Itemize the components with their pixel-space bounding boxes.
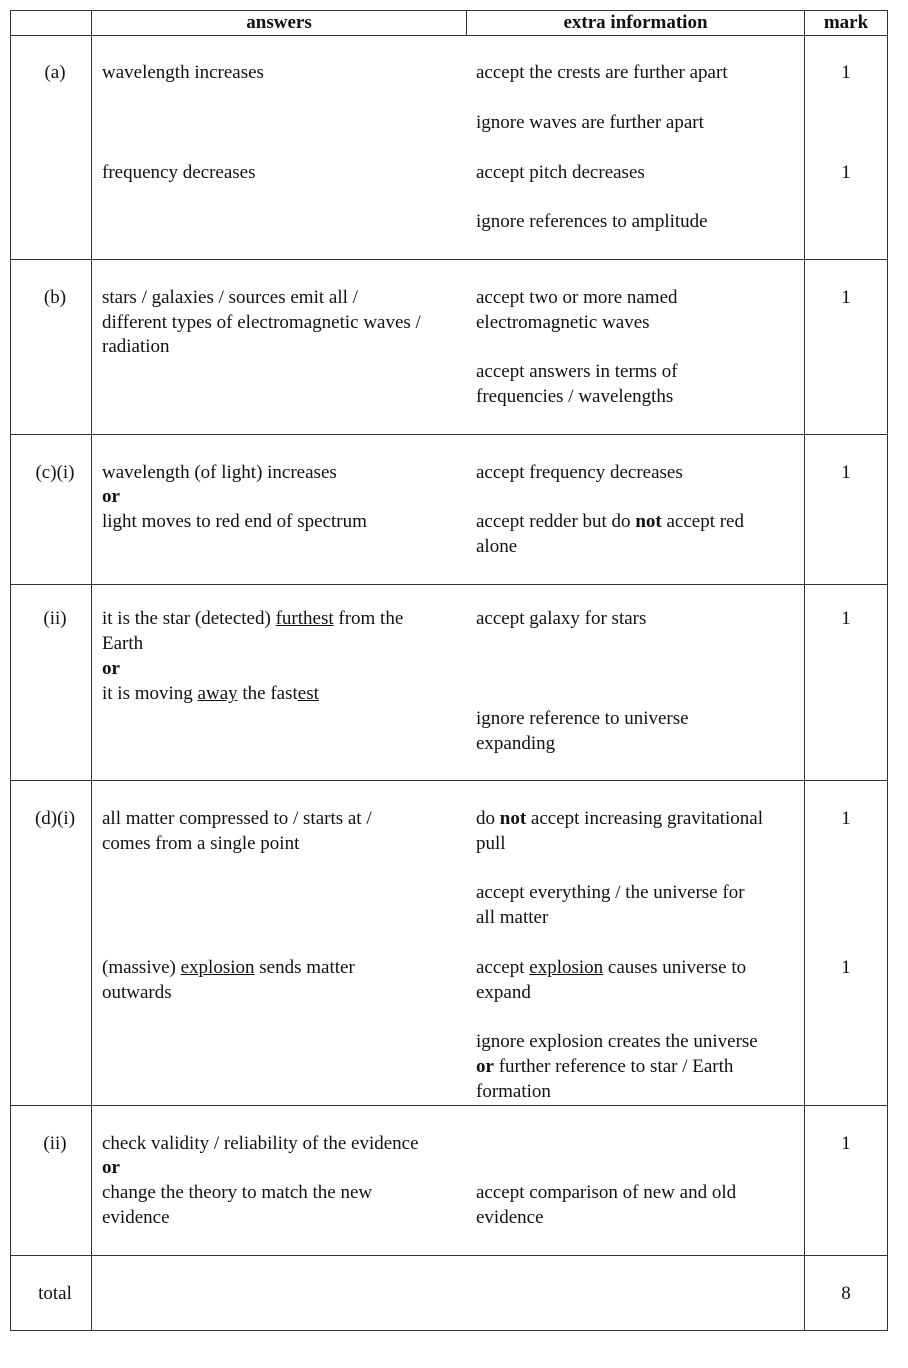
extra-a-2: ignore waves are further apart: [476, 112, 704, 133]
mark-a-2: 1: [841, 162, 851, 183]
mark-cii-1: 1: [841, 608, 851, 629]
extra-di-3: accept everything / the universe for: [476, 882, 745, 903]
table-border-top: [10, 10, 888, 11]
row-divider: [10, 1105, 888, 1106]
answer-di-3: (massive) explosion sends matter: [102, 957, 355, 978]
answer-dii-2: change the theory to match the new: [102, 1182, 373, 1203]
answer-cii-or: or: [102, 658, 120, 679]
extra-ci-1: accept frequency decreases: [476, 462, 683, 483]
answer-ci-2: light moves to red end of spectrum: [102, 511, 367, 532]
extra-di-6: expand: [476, 982, 531, 1003]
answer-ci-1: wavelength (of light) increases: [102, 462, 337, 483]
extra-dii-1: accept comparison of new and old: [476, 1182, 737, 1203]
row-divider: [10, 584, 888, 585]
answer-cii-1: it is the star (detected) furthest from the: [102, 608, 404, 629]
extra-b-4: frequencies / wavelengths: [476, 386, 674, 407]
header-row-divider: [10, 35, 888, 36]
answer-dii-1: check validity / reliability of the evidence: [102, 1133, 419, 1154]
answer-a-2: frequency decreases: [102, 162, 256, 183]
answer-ci-or: or: [102, 486, 120, 507]
header-mark: mark: [823, 12, 869, 33]
extra-di-1: do not accept increasing gravitational: [476, 808, 764, 829]
row-divider: [10, 259, 888, 260]
extra-cii-1: accept galaxy for stars: [476, 608, 647, 629]
extra-di-7: ignore explosion creates the universe: [476, 1031, 758, 1052]
row-label-dii: (ii): [43, 1133, 67, 1154]
mark-a-1: 1: [841, 62, 851, 83]
answer-b-1: stars / galaxies / sources emit all /: [102, 287, 358, 308]
answer-cii-3: it is moving away the fastest: [102, 683, 319, 704]
answer-b-2: different types of electromagnetic waves /: [102, 312, 421, 333]
mark-b-1: 1: [841, 287, 851, 308]
mark-total: 8: [841, 1283, 851, 1304]
extra-a-3: accept pitch decreases: [476, 162, 645, 183]
mark-di-2: 1: [841, 957, 851, 978]
answer-di-2: comes from a single point: [102, 833, 300, 854]
header-extra-information: extra information: [563, 12, 708, 33]
extra-di-9: formation: [476, 1081, 551, 1102]
extra-ci-2: accept redder but do not accept red: [476, 511, 744, 532]
extra-di-8: or further reference to star / Earth: [476, 1056, 734, 1077]
answer-dii-or: or: [102, 1157, 120, 1178]
row-label-b: (b): [43, 287, 67, 308]
extra-cii-2: ignore reference to universe: [476, 708, 689, 729]
extra-dii-2: evidence: [476, 1207, 544, 1228]
row-label-di: (d)(i): [34, 808, 76, 829]
extra-ci-3: alone: [476, 536, 518, 557]
answer-dii-3: evidence: [102, 1207, 170, 1228]
extra-a-1: accept the crests are further apart: [476, 62, 728, 83]
extra-di-2: pull: [476, 833, 506, 854]
row-label-a: (a): [44, 62, 66, 83]
table-border-bottom: [10, 1330, 888, 1331]
row-label-ci: (c)(i): [35, 462, 75, 483]
answer-di-1: all matter compressed to / starts at /: [102, 808, 372, 829]
extra-b-1: accept two or more named: [476, 287, 678, 308]
mark-dii-1: 1: [841, 1133, 851, 1154]
answer-cii-2: Earth: [102, 633, 144, 654]
row-divider: [10, 1255, 888, 1256]
row-label-cii: (ii): [43, 608, 67, 629]
table-border-right: [887, 10, 888, 1331]
row-divider: [10, 780, 888, 781]
extra-di-4: all matter: [476, 907, 549, 928]
extra-b-2: electromagnetic waves: [476, 312, 650, 333]
extra-a-4: ignore references to amplitude: [476, 211, 708, 232]
answer-b-3: radiation: [102, 336, 170, 357]
mark-di-1: 1: [841, 808, 851, 829]
row-label-total: total: [38, 1283, 72, 1304]
extra-di-5: accept explosion causes universe to: [476, 957, 747, 978]
answer-di-4: outwards: [102, 982, 172, 1003]
row-divider: [10, 434, 888, 435]
header-answers: answers: [246, 12, 312, 33]
extra-b-3: accept answers in terms of: [476, 361, 678, 382]
answer-a-1: wavelength increases: [102, 62, 264, 83]
extra-cii-3: expanding: [476, 733, 556, 754]
mark-ci-1: 1: [841, 462, 851, 483]
